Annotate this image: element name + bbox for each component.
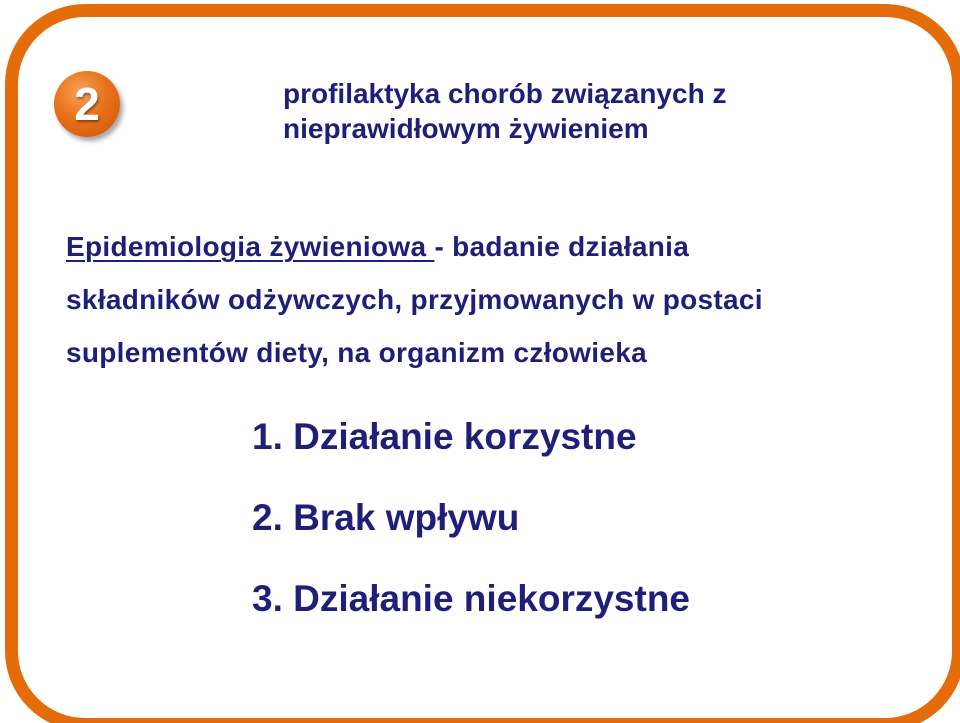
list-item: 1. Działanie korzystne bbox=[252, 416, 637, 457]
slide-title bbox=[283, 76, 883, 146]
list-item: 2. Brak wpływu bbox=[252, 497, 520, 538]
effects-list bbox=[252, 412, 892, 655]
definition-line-3: suplementów diety, na organizm człowieka bbox=[66, 337, 647, 368]
definition-line-2: składników odżywczych, przyjmowanych w postaci bbox=[66, 284, 763, 315]
list-item: 3. Działanie niekorzystne bbox=[252, 578, 691, 619]
definition-line-1 bbox=[66, 220, 926, 273]
number-badge bbox=[54, 71, 120, 137]
title-line-1: profilaktyka chorób związanych z bbox=[283, 78, 727, 109]
title-line-2: nieprawidłowym żywieniem bbox=[283, 113, 649, 144]
definition-paragraph bbox=[66, 220, 926, 379]
badge-number: 2 bbox=[74, 78, 100, 130]
definition-rest: - badanie działania bbox=[434, 231, 690, 262]
definition-term: Epidemiologia żywieniowa bbox=[66, 231, 435, 262]
